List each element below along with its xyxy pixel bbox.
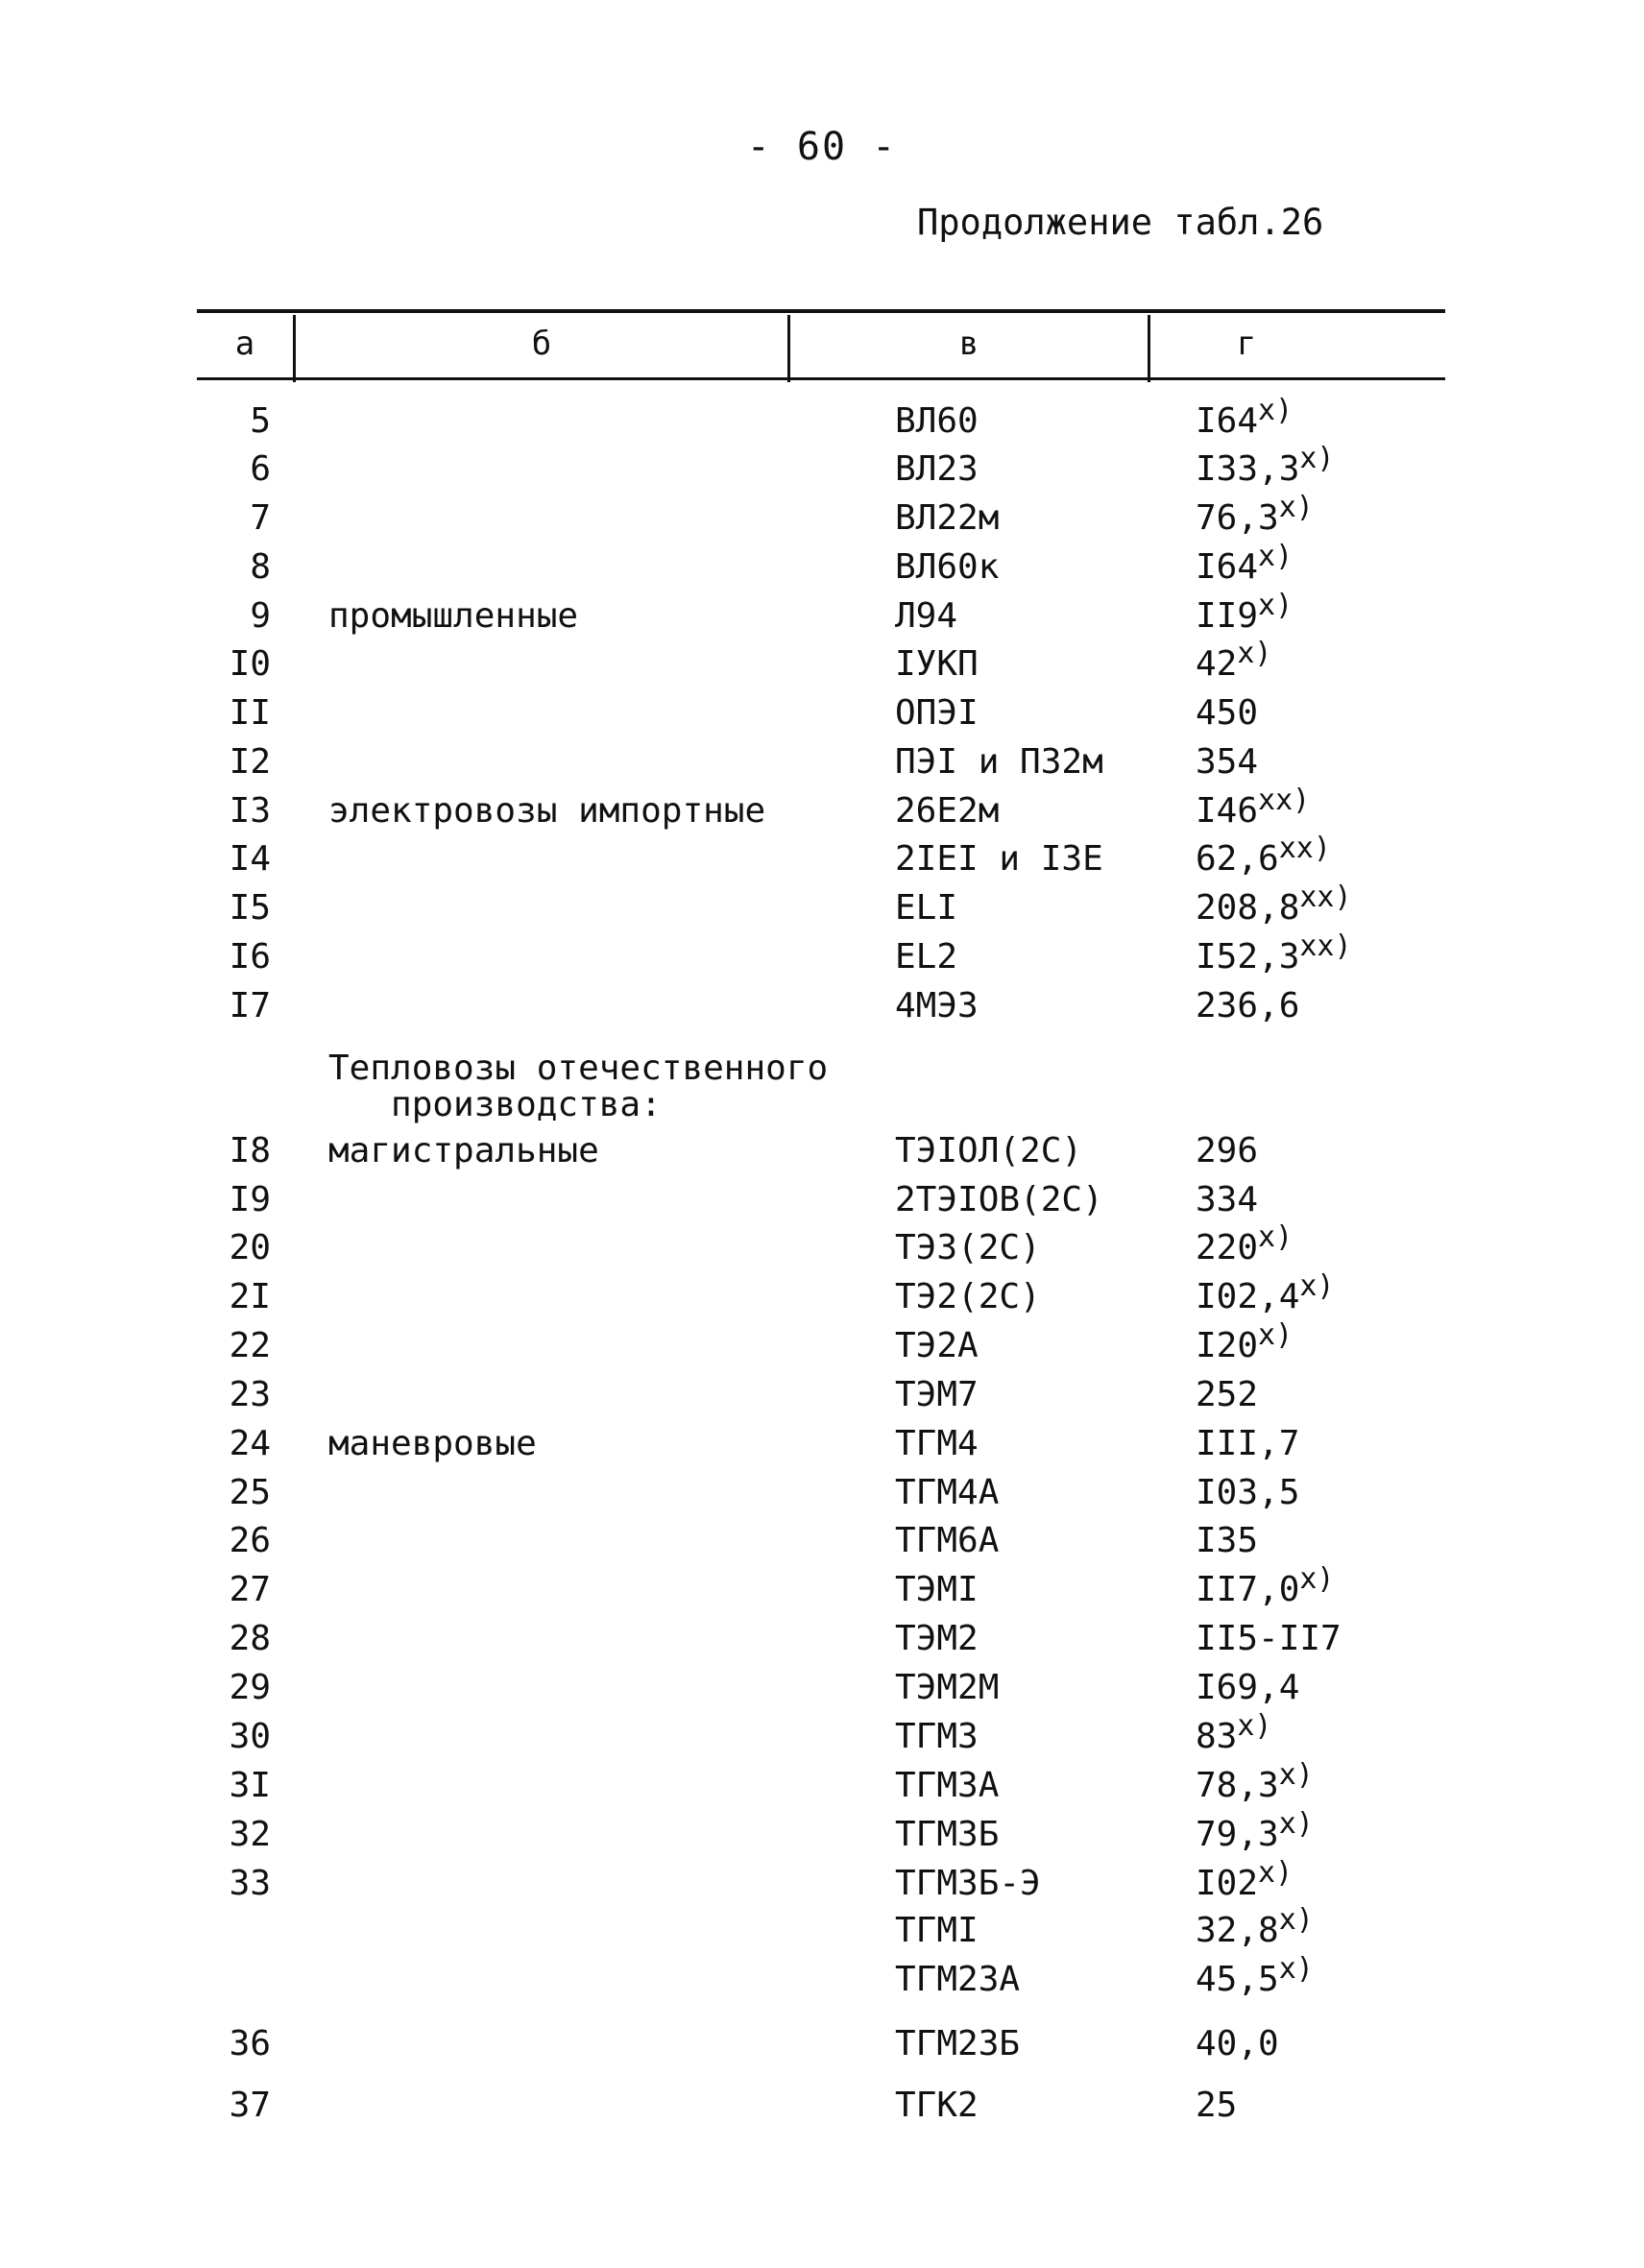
row-number: 8: [250, 547, 271, 587]
table-row: [0, 637, 1644, 694]
value: II9: [1196, 596, 1259, 636]
table-row: [0, 1375, 1644, 1425]
section-subheading: Тепловозы отечественного производства:: [328, 1049, 829, 1124]
value-cell: [1196, 1131, 1258, 1170]
value-cell: [1196, 1807, 1314, 1854]
value-cell: [1196, 1903, 1314, 1950]
locomotive-series: ТГМI: [895, 1911, 979, 1950]
value: II5-II7: [1196, 1619, 1342, 1658]
row-number: 5: [250, 401, 271, 441]
row-category: маневровые: [328, 1424, 537, 1463]
table-row: [0, 1807, 1644, 1865]
locomotive-series: ПЭI и П32м: [895, 742, 1103, 782]
value: I03,5: [1196, 1473, 1300, 1512]
footnote-mark: x): [1299, 442, 1335, 475]
row-number: 29: [229, 1668, 271, 1707]
header-col-a: а: [234, 325, 255, 363]
value: 45,5: [1196, 1960, 1279, 1999]
value: I02,4: [1196, 1277, 1300, 1316]
value-cell: [1196, 1952, 1314, 1999]
footnote-mark: x): [1237, 1709, 1272, 1743]
row-number: I4: [229, 839, 271, 879]
value: 334: [1196, 1180, 1259, 1219]
table-row: [0, 1562, 1644, 1620]
value: 220: [1196, 1228, 1259, 1267]
table-row: [0, 491, 1644, 548]
value-cell: [1196, 784, 1311, 831]
value-cell: [1196, 1758, 1314, 1805]
value: 42: [1196, 644, 1238, 684]
table-row: [0, 986, 1644, 1036]
locomotive-series: ТГМ3Б-Э: [895, 1864, 1041, 1903]
locomotive-series: 2ТЭIОВ(2С): [895, 1180, 1103, 1219]
value-cell: [1196, 1562, 1335, 1609]
locomotive-series: 26Е2м: [895, 791, 1000, 831]
value-cell: [1196, 1668, 1299, 1707]
locomotive-series: ТЭМ2М: [895, 1668, 1000, 1707]
footnote-mark: x): [1258, 1318, 1293, 1352]
value-cell: [1196, 1856, 1293, 1903]
row-number: 7: [250, 498, 271, 538]
locomotive-series: ТГМ3А: [895, 1766, 1000, 1805]
row-category: магистральные: [328, 1131, 599, 1170]
value: I64: [1196, 401, 1259, 441]
row-number: 27: [229, 1570, 271, 1609]
locomotive-series: ТГК2: [895, 2086, 979, 2125]
locomotive-series: ТГМ23А: [895, 1960, 1021, 1999]
value: I64: [1196, 547, 1259, 587]
locomotive-series: ЕL2: [895, 937, 958, 977]
value: 79,3: [1196, 1815, 1279, 1854]
row-number: 22: [229, 1326, 271, 1365]
footnote-mark: xx): [1299, 929, 1352, 963]
row-number: 23: [229, 1375, 271, 1414]
footnote-mark: xx): [1299, 881, 1352, 914]
table-row: [0, 693, 1644, 743]
locomotive-series: Л94: [895, 596, 958, 636]
footnote-mark: x): [1258, 1220, 1293, 1254]
row-number: 28: [229, 1619, 271, 1658]
footnote-mark: x): [1258, 394, 1293, 427]
value: II7,0: [1196, 1570, 1300, 1609]
value: 62,6: [1196, 839, 1279, 879]
footnote-mark: x): [1299, 1269, 1335, 1303]
footnote-mark: x): [1278, 1952, 1314, 1986]
footnote-mark: x): [1278, 1758, 1314, 1792]
header-col-b: б: [531, 325, 552, 363]
value: I52,3: [1196, 937, 1300, 977]
locomotive-series: 2IЕI и I3Е: [895, 839, 1103, 879]
locomotive-series: 4МЭ3: [895, 986, 979, 1025]
locomotive-series: ТГМ3: [895, 1717, 979, 1756]
value-cell: [1196, 1180, 1258, 1219]
table-row: [0, 589, 1644, 646]
row-number: 6: [250, 449, 271, 489]
table-row: [0, 1424, 1644, 1474]
table-row: [0, 1269, 1644, 1327]
page-number: - 60 -: [746, 125, 898, 169]
table-header-rule: [197, 377, 1445, 380]
locomotive-series: IУКП: [895, 644, 979, 684]
locomotive-series: ТГМ4А: [895, 1473, 1000, 1512]
locomotive-series: ВЛ23: [895, 449, 979, 489]
value-cell: [1196, 742, 1258, 782]
row-number: I8: [229, 1131, 271, 1170]
value: 236,6: [1196, 986, 1300, 1025]
locomotive-series: ТЭМ7: [895, 1375, 979, 1414]
value: I20: [1196, 1326, 1259, 1365]
table-row: [0, 1952, 1644, 2010]
table-row: [0, 1521, 1644, 1571]
value: III,7: [1196, 1424, 1300, 1463]
value: 76,3: [1196, 498, 1279, 538]
row-number: I2: [229, 742, 271, 782]
value-cell: [1196, 1424, 1299, 1463]
locomotive-series: ТГМ4: [895, 1424, 979, 1463]
value-cell: [1196, 1709, 1272, 1756]
value-cell: [1196, 693, 1258, 733]
locomotive-series: ВЛ60: [895, 401, 979, 441]
value-cell: [1196, 1521, 1258, 1560]
table-row: [0, 881, 1644, 938]
row-number: 2I: [229, 1277, 271, 1316]
row-number: 20: [229, 1228, 271, 1267]
table-row: [0, 442, 1644, 499]
locomotive-series: ТЭ3(2С): [895, 1228, 1041, 1267]
table-row: [0, 2024, 1644, 2074]
row-number: 26: [229, 1521, 271, 1560]
table-top-rule: [197, 309, 1445, 313]
table-row: [0, 784, 1644, 841]
table-row: [0, 1758, 1644, 1816]
value: 354: [1196, 742, 1259, 782]
value: 450: [1196, 693, 1259, 733]
table-caption: Продолжение табл.26: [917, 202, 1324, 243]
row-number: 25: [229, 1473, 271, 1512]
table-row: [0, 1318, 1644, 1376]
row-number: I6: [229, 937, 271, 977]
row-number: I9: [229, 1180, 271, 1219]
value: 40,0: [1196, 2024, 1279, 2063]
value-cell: [1196, 881, 1352, 928]
footnote-mark: x): [1278, 1903, 1314, 1937]
header-col-v: в: [958, 325, 979, 363]
row-number: 30: [229, 1717, 271, 1756]
table-row: [0, 1709, 1644, 1767]
table-row: [0, 1619, 1644, 1669]
locomotive-series: ТГМ6А: [895, 1521, 1000, 1560]
locomotive-series: ТЭIОЛ(2С): [895, 1131, 1083, 1170]
value: 83: [1196, 1717, 1238, 1756]
row-number: I5: [229, 888, 271, 928]
value-cell: [1196, 540, 1293, 587]
value: 25: [1196, 2086, 1238, 2125]
locomotive-series: ТГМ3Б: [895, 1815, 1000, 1854]
footnote-mark: x): [1258, 589, 1293, 622]
locomotive-series: ОПЭI: [895, 693, 979, 733]
footnote-mark: xx): [1258, 784, 1311, 817]
locomotive-series: ТЭ2А: [895, 1326, 979, 1365]
table-row: [0, 1131, 1644, 1181]
footnote-mark: x): [1278, 1807, 1314, 1841]
value: I33,3: [1196, 449, 1300, 489]
row-number: 32: [229, 1815, 271, 1854]
row-number: 24: [229, 1424, 271, 1463]
footnote-mark: x): [1237, 637, 1272, 670]
table-row: [0, 540, 1644, 597]
value-cell: [1196, 1269, 1335, 1316]
locomotive-series: ЕLI: [895, 888, 958, 928]
value-cell: [1196, 589, 1293, 636]
table-row: [0, 929, 1644, 987]
value-cell: [1196, 929, 1352, 977]
table-row: [0, 1473, 1644, 1523]
value-cell: [1196, 491, 1314, 538]
footnote-mark: xx): [1278, 832, 1331, 865]
value-cell: [1196, 1318, 1293, 1365]
value-cell: [1196, 394, 1293, 441]
value: I46: [1196, 791, 1259, 831]
value-cell: [1196, 832, 1331, 879]
locomotive-series: ТЭ2(2С): [895, 1277, 1041, 1316]
footnote-mark: x): [1278, 491, 1314, 524]
value-cell: [1196, 1619, 1342, 1658]
row-category: электровозы импортные: [328, 791, 766, 831]
value: 208,8: [1196, 888, 1300, 928]
row-number: 36: [229, 2024, 271, 2063]
row-number: 9: [250, 596, 271, 636]
value: I69,4: [1196, 1668, 1300, 1707]
row-number: II: [229, 693, 271, 733]
row-category: промышленные: [328, 596, 579, 636]
row-number: I0: [229, 644, 271, 684]
table-row: [0, 1180, 1644, 1230]
row-number: 33: [229, 1864, 271, 1903]
table-row: [0, 1856, 1644, 1914]
value-cell: [1196, 1220, 1293, 1267]
row-number: 3I: [229, 1766, 271, 1805]
header-col-g: г: [1236, 325, 1257, 363]
footnote-mark: x): [1299, 1562, 1335, 1596]
locomotive-series: ВЛ22м: [895, 498, 1000, 538]
value-cell: [1196, 442, 1335, 489]
value-cell: [1196, 2086, 1237, 2125]
row-number: 37: [229, 2086, 271, 2125]
locomotive-series: ВЛ60к: [895, 547, 1000, 587]
row-number: I7: [229, 986, 271, 1025]
table-row: [0, 742, 1644, 792]
table-row: [0, 832, 1644, 889]
value-cell: [1196, 1473, 1299, 1512]
footnote-mark: x): [1258, 1856, 1293, 1890]
table-row: [0, 2086, 1644, 2135]
value: I35: [1196, 1521, 1259, 1560]
table-row: [0, 394, 1644, 451]
locomotive-series: ТЭМ2: [895, 1619, 979, 1658]
value: I02: [1196, 1864, 1259, 1903]
value: 32,8: [1196, 1911, 1279, 1950]
locomotive-series: ТГМ23Б: [895, 2024, 1021, 2063]
value: 296: [1196, 1131, 1259, 1170]
table-row: [0, 1220, 1644, 1278]
table-row: [0, 1668, 1644, 1718]
value: 78,3: [1196, 1766, 1279, 1805]
row-number: I3: [229, 791, 271, 831]
locomotive-series: ТЭМI: [895, 1570, 979, 1609]
table-row: [0, 1903, 1644, 1961]
value-cell: [1196, 1375, 1258, 1414]
footnote-mark: x): [1258, 540, 1293, 573]
value-cell: [1196, 986, 1299, 1025]
value: 252: [1196, 1375, 1259, 1414]
value-cell: [1196, 2024, 1279, 2063]
value-cell: [1196, 637, 1272, 684]
